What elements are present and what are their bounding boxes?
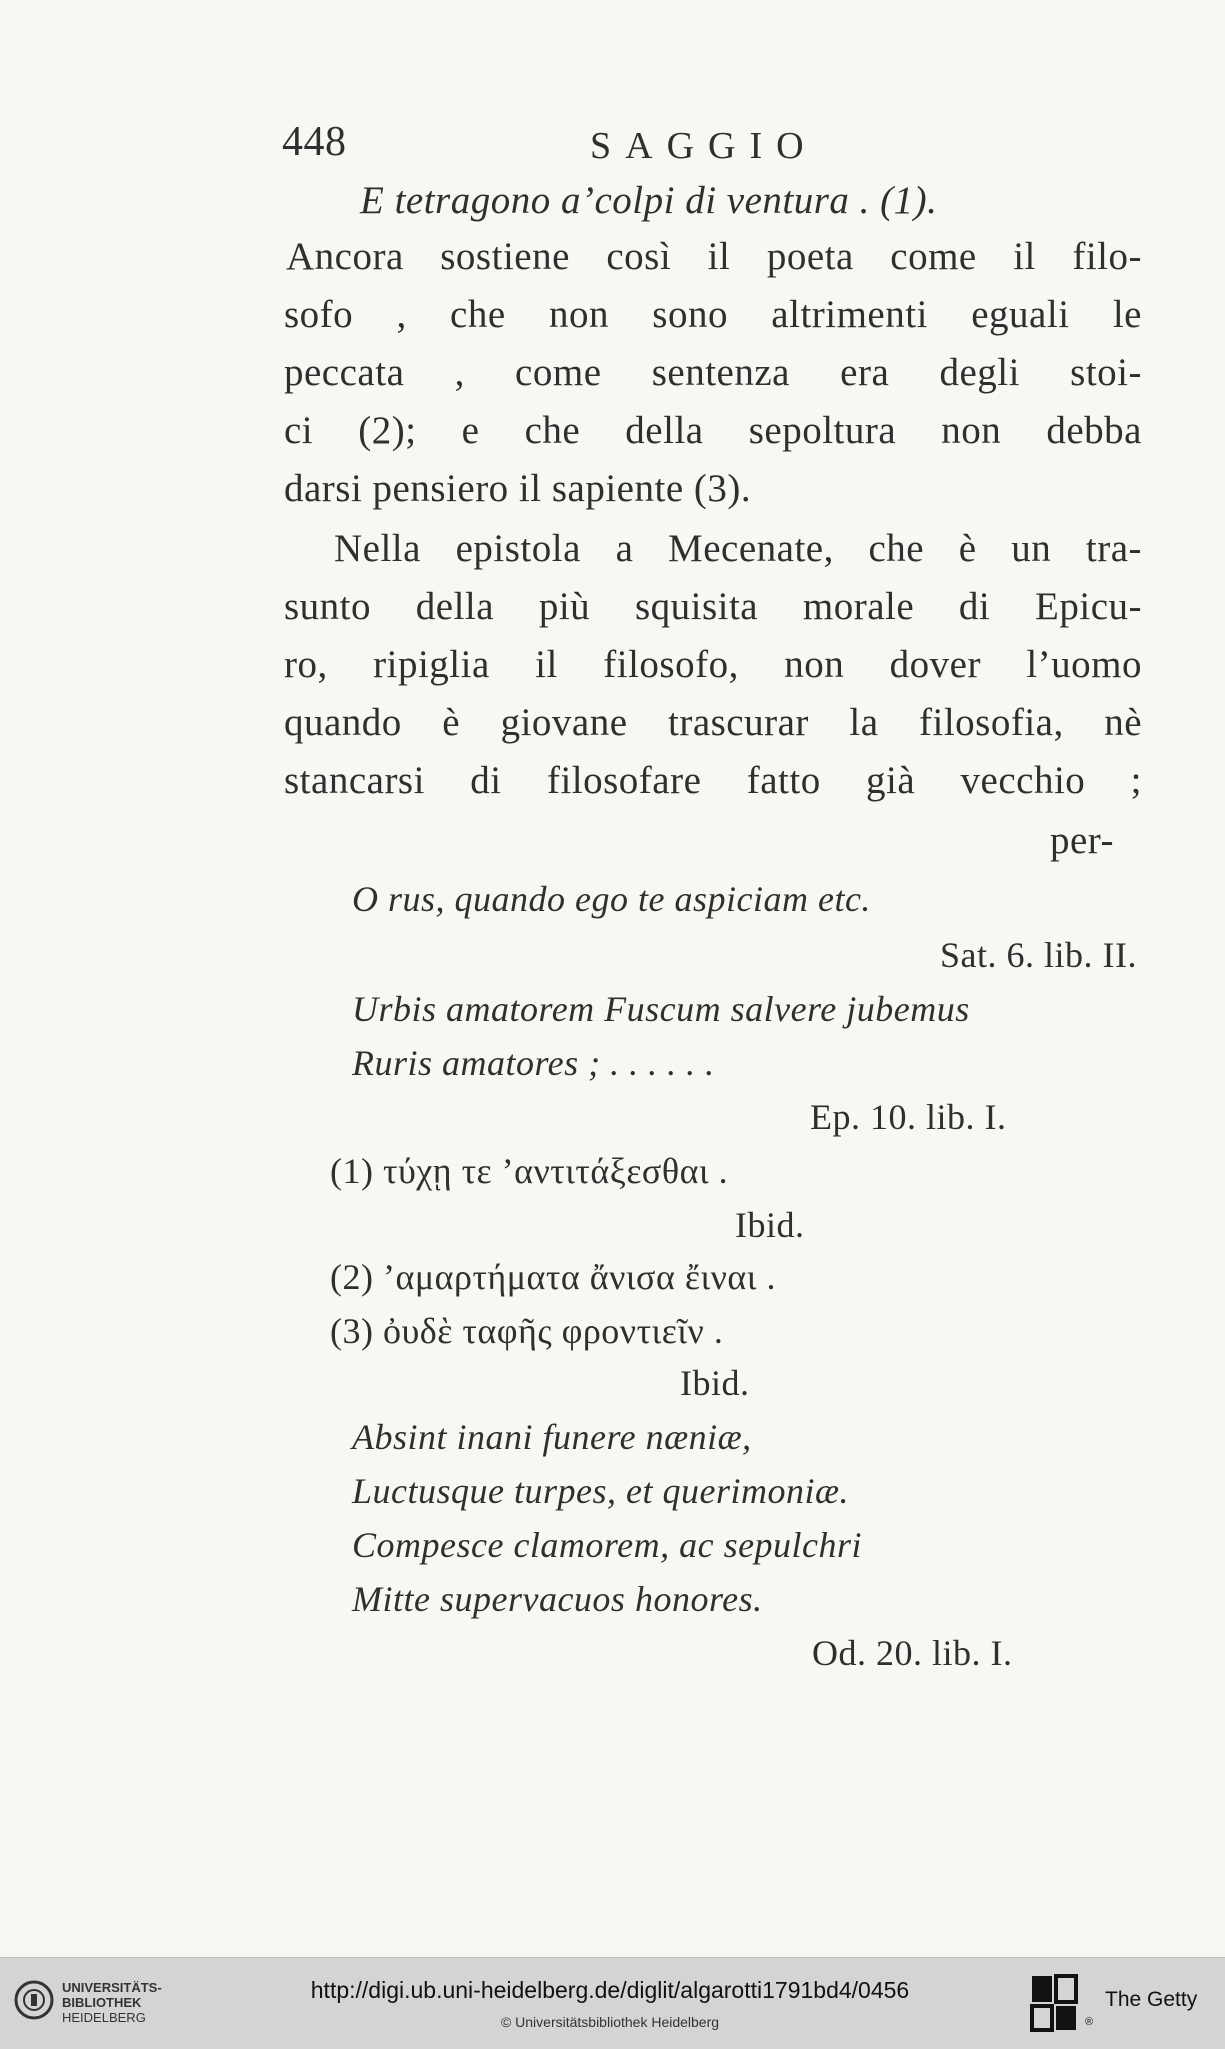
getty-logo-icon [1030, 1974, 1080, 2032]
note-citation: Ibid. [680, 1363, 750, 1403]
text-line: ci (2); e che della sepoltura non debba [284, 409, 1142, 452]
university-seal-icon [14, 1980, 54, 2020]
note-line: (3) ὀυδὲ ταφῆς φροντιεῖν . [330, 1311, 724, 1351]
note-line: (1) τύχῃ τε ’αντιτάξεσθαι . [330, 1151, 729, 1191]
note-citation: Ibid. [735, 1205, 805, 1245]
text-line: quando è giovane trascurar la filosofia, nè [284, 701, 1142, 744]
partner-name: The Getty [1105, 1988, 1198, 2011]
note-line: O rus, quando ego te aspiciam etc. [352, 879, 871, 919]
text-line: darsi pensiero il sapiente (3). [284, 467, 752, 510]
note-line: Luctusque turpes, et querimoniæ. [352, 1471, 849, 1511]
page-number: 448 [282, 119, 347, 165]
institution-name-line: HEIDELBERG [62, 2010, 146, 2025]
text-line: peccata , come sentenza era degli stoi- [284, 351, 1142, 394]
footer-bar [0, 1957, 1225, 2049]
note-line: Absint inani funere næniæ, [352, 1417, 752, 1457]
note-citation: Sat. 6. lib. II. [940, 935, 1137, 975]
verse-line: E tetragono a’colpi di ventura . (1). [360, 179, 938, 222]
running-title: SAGGIO [590, 125, 818, 167]
note-line: Compesce clamorem, ac sepulchri [352, 1525, 863, 1565]
note-line: Ruris amatores ; . . . . . . [352, 1043, 715, 1083]
note-citation: Ep. 10. lib. I. [810, 1097, 1007, 1137]
page-url-link[interactable]: http://digi.ub.uni-heidelberg.de/diglit/algarotti1791bd4/0456 [310, 1977, 910, 2003]
text-line: ro, ripiglia il filosofo, non dover l’uomo [284, 643, 1142, 686]
text-line: Nella epistola a Mecenate, che è un tra- [334, 527, 1142, 570]
catchword: per- [1050, 819, 1115, 862]
copyright-notice: © Universitätsbibliothek Heidelberg [500, 2014, 720, 2030]
note-citation: Od. 20. lib. I. [812, 1633, 1013, 1673]
registered-mark: ® [1085, 2016, 1094, 2028]
note-line: Urbis amatorem Fuscum salvere jubemus [352, 989, 970, 1029]
note-line: Mitte supervacuos honores. [352, 1579, 763, 1619]
institution-name-line: UNIVERSITÄTS- [62, 1980, 162, 1995]
note-line: (2) ’αμαρτήματα ἄνισα ἔιναι . [330, 1257, 776, 1297]
text-line: sofo , che non sono altrimenti eguali le [284, 293, 1142, 336]
institution-name-line: BIBLIOTHEK [62, 1995, 142, 2010]
text-line: sunto della più squisita morale di Epicu- [284, 585, 1142, 628]
text-line: stancarsi di filosofare fatto già vecchio ; [284, 759, 1142, 802]
text-line: Ancora sostiene così il poeta come il filo- [286, 235, 1142, 278]
